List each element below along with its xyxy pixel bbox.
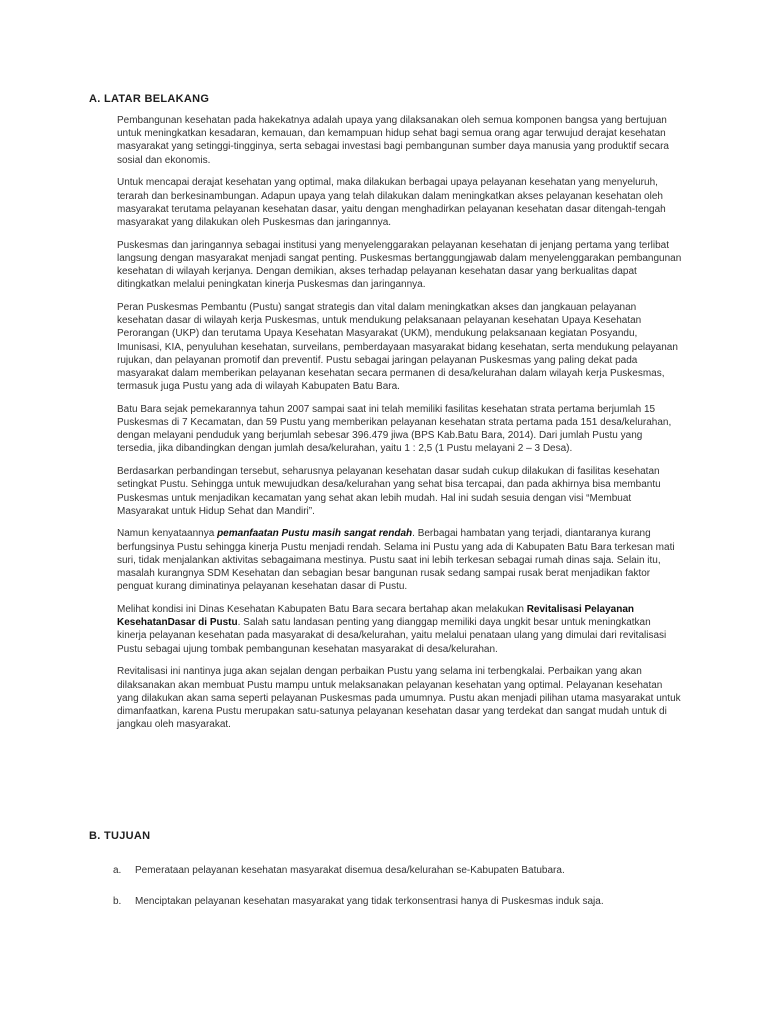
list-marker: b.	[113, 896, 122, 907]
paragraph-7-rest: . Berbagai hambatan yang terjadi, diantaranya kurang berfungsinya Pustu sehingga kinerja Pustu menjadi rendah. Selama ini Pustu yang ada di Kabupaten Batu Bara terkesan mati suri, tidak menjalankan aktivitas sebagaimana mestinya. Pustu saat ini lebih terkesan sebagai rumah dinas saja. Selain itu, masalah kurangnya SDM Kesehatan dan sebagian besar bangunan rusak sedang sampai rusak berat menjadikan faktor penguat kurang diminatinya pelayanan kesehatan dasar di Pustu.	[117, 528, 675, 593]
list-marker: a.	[113, 865, 122, 876]
tujuan-list	[113, 864, 693, 908]
paragraph-8-lead: Melihat kondisi ini Dinas Kesehatan Kabupaten Batu Bara secara bertahap akan melakukan	[117, 604, 527, 615]
section-body-latar-belakang	[117, 114, 682, 741]
paragraph-7-lead: Namun kenyataannya	[117, 528, 218, 540]
paragraph-2: Untuk mencapai derajat kesehatan yang optimal, maka dilakukan berbagai upaya pelayanan kesehatan yang menyeluruh, terarah dan berkesinambungan. Adapun upaya yang telah dilakukan dalam meningkatkan akses pelayanan kesehatan oleh masyarakat terutama pelayanan kesehatan dasar, yaitu dengan menghadirkan pelayanan kesehatan dasar ditengah-tengah masyarakat yang dilakukan oleh Puskesmas dan jaringannya.	[117, 177, 666, 228]
list-item	[113, 895, 693, 908]
paragraph-6: Berdasarkan perbandingan tersebut, seharusnya pelayanan kesehatan dasar sudah cukup dilakukan di fasilitas kesehatan setingkat Pustu. Sehingga untuk mewujudkan desa/kelurahan yang sehat bisa tercapai, dan pada akhirnya bisa membantu Puskesmas untuk menjadikan kecamatan yang sehat akan lebih mudah. Hal ini sudah sesuia dengan visi “Membuat Masyarakat untuk Hidup Sehat dan Mandiri”.	[117, 466, 661, 517]
paragraph-4: Peran Puskesmas Pembantu (Pustu) sangat strategis dan vital dalam meningkatkan akses dan jangkauan pelayanan kesehatan dasar di wilayah kerja Puskesmas, untuk mendukung pelaksanaan pelayanan kesehatan Upaya Kesehatan Perorangan (UKP) dan terutama Upaya Kesehatan Masyarakat (UKM), mendukung pelaksanaan kegiatan Posyandu, Imunisasi, KIA, penyuluhan kesehatan, surveilans, pemberdayaan masyarakat bidang kesehatan, serta mendukung pelayanan rujukan, dan pelayanan promotif dan preventif. Pustu sebagai jaringan pelayanan Puskesmas yang paling dekat pada masyarakat dalam memberikan pelayanan kesehatan secara permanen di desa/kelurahan dalam wilayah kerja Puskesmas, termasuk juga Pustu yang ada di wilayah Kabupaten Batu Bara.	[117, 301, 678, 393]
paragraph-9: Revitalisasi ini nantinya juga akan sejalan dengan perbaikan Pustu yang selama ini terbengkalai. Perbaikan yang akan dilaksanakan akan membuat Pustu mampu untuk melaksanakan pelayanan kesehatan yang optimal. Pelayanan kesehatan yang dilakukan akan sama seperti pelayanan Puskesmas pada umumnya. Pustu akan menjadi pilihan utama masyarakat untuk dimanfaatkan, karena Pustu merupakan satu-satunya pelayanan kesehatan dasar yang terdekat dan sangat mudah untuk di jangkau oleh masyarakat.	[117, 666, 681, 731]
section-heading-tujuan: B. TUJUAN	[89, 830, 151, 842]
paragraph-5: Batu Bara sejak pemekarannya tahun 2007 sampai saat ini telah memiliki fasilitas kesehatan strata pertama berjumlah 15 Puskesmas di 7 Kecamatan, dan 59 Pustu yang memberikan pelayanan kesehatan strata pertama pada 151 desa/kelurahan, dengan melayani penduduk yang berjumlah sebesar 396.479 jiwa (BPS Kab.Batu Bara, 2014). Dari jumlah Pustu yang tersedia, jika dibandingkan dengan jumlah desa/kelurahan, yaitu 1 : 2,5 (1 Pustu melayani 2 – 3 Desa).	[117, 403, 672, 455]
list-item-text: Menciptakan pelayanan kesehatan masyarakat yang tidak terkonsentrasi hanya di Puskesmas induk saja.	[135, 896, 604, 907]
list-item-text: Pemerataan pelayanan kesehatan masyarakat disemua desa/kelurahan se-Kabupaten Batubara.	[135, 865, 565, 876]
paragraph-8	[117, 603, 682, 656]
section-heading-latar-belakang: A. LATAR BELAKANG	[89, 93, 210, 105]
paragraph-8-rest: . Salah satu landasan penting yang dianggap memiliki daya ungkit besar untuk meningkatkan kinerja pelayanan kesehatan pada masyarakat di desa/kelurahan, yaitu melalui penataan ulang yang dimulai dari revitalisasi Pustu sebagai ujung tombak pembangunan kesehatan masyarakat di desa/kelurahan.	[117, 617, 667, 655]
list-item	[113, 864, 693, 877]
paragraph-8-bold: Revitalisasi Pelayanan KesehatanDasar di Pustu	[117, 604, 634, 629]
paragraph-3: Puskesmas dan jaringannya sebagai institusi yang menyelenggarakan pelayanan kesehatan di jenjang pertama yang terlibat langsung dengan masyarakat menjadi sangat penting. Puskesmas bertanggungjawab dalam menyelenggarakan pembangunan kesehatan di wilayah kerjanya. Dengan demikian, akses terhadap pelayanan kesehatan dasar yang berkualitas dapat ditingkatkan melalui peningkatan kinerja Puskesmas dan jaringannya.	[117, 239, 682, 291]
paragraph-1: Pembangunan kesehatan pada hakekatnya adalah upaya yang dilaksanakan oleh semua komponen bangsa yang bertujuan untuk meningkatkan kesadaran, kemauan, dan kemampuan hidup sehat bagi semua orang agar terwujud derajat kesehatan masyarakat yang setinggi-tingginya, serta sebagai investasi bagi pembangunan sumber daya manusia yang produktif secara sosial dan ekonomis.	[117, 115, 669, 166]
paragraph-7	[117, 527, 682, 593]
paragraph-7-emphasis: pemanfaatan Pustu masih sangat rendah	[217, 528, 413, 540]
